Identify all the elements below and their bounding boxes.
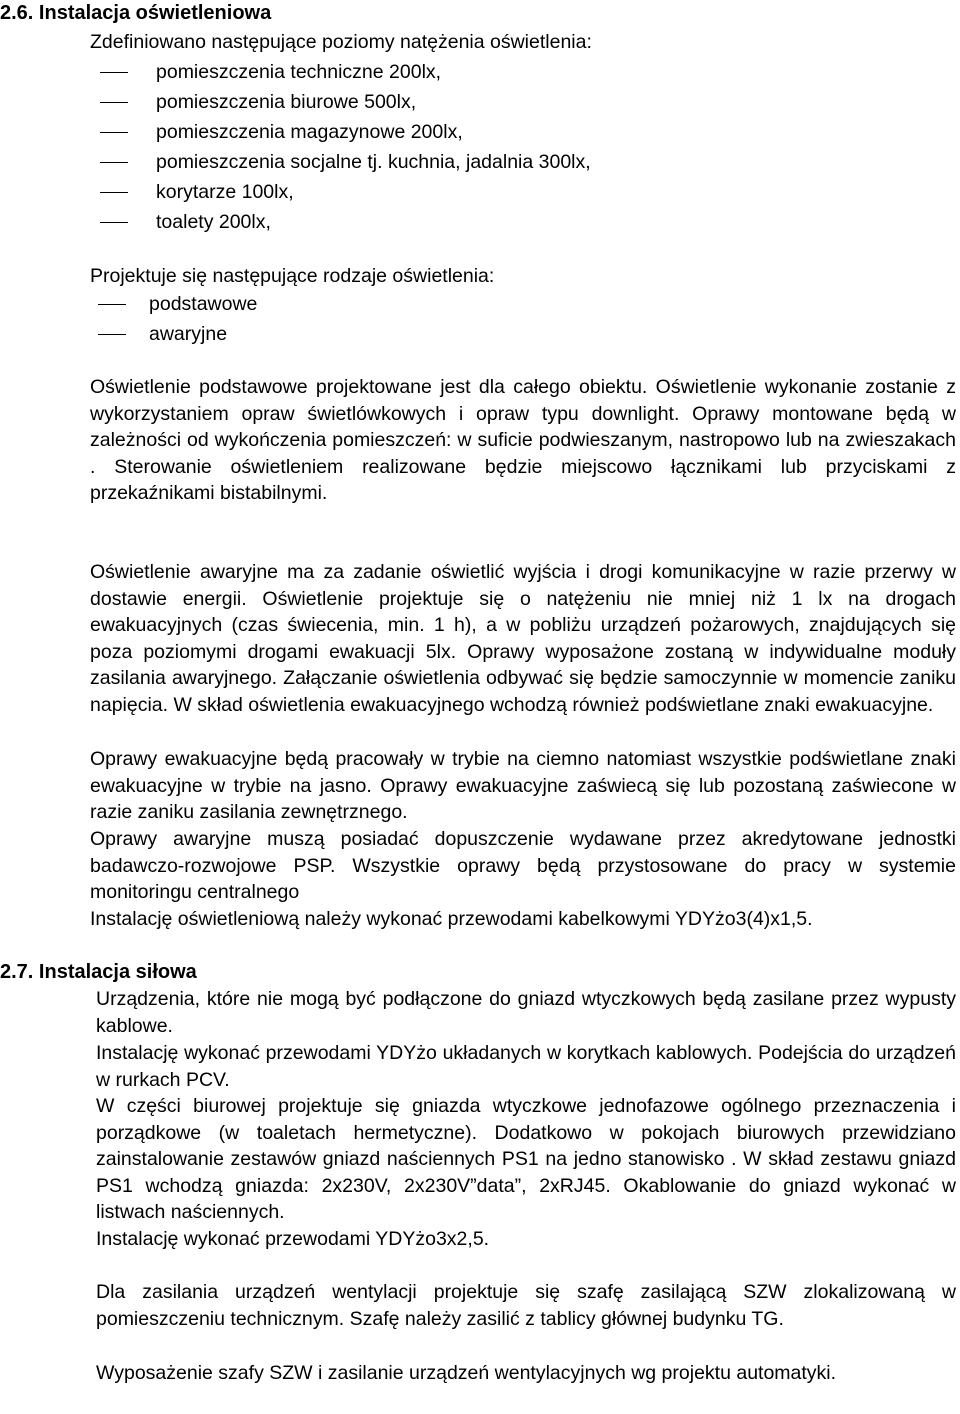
paragraph-basic-lighting: Oświetlenie podstawowe projektowane jest dla całego obiektu. Oświetlenie wykonanie zostanie z wykorzystaniem opraw świetlówkowych i opraw typu downlight. Oprawy montowane będą w zależności od wykończenia pomieszczeń: w suficie podwieszanym, nastropowo lub na zwieszakach . Sterowanie oświetleniem realizowane będzie miejscowo łącznikami lub przyciskami z przekaźnikami bistabilnymi. — [90, 376, 956, 504]
levels-intro: Zdefiniowano następujące poziomy natężenia oświetlenia: — [90, 31, 592, 53]
paragraph-ydy-3x2-5: Instalację wykonać przewodami YDYżo3x2,5. — [96, 1228, 490, 1250]
dash-bullet-icon — [98, 304, 126, 305]
dash-bullet-icon — [100, 102, 128, 103]
dash-bullet-icon — [100, 222, 128, 223]
paragraph-szw-equipment: Wyposażenie szafy SZW i zasilanie urządzeń wentylacyjnych wg projektu automatyki. — [96, 1362, 837, 1384]
paragraph-ydy-installation: Instalację wykonać przewodami YDYżo układanych w korytkach kablowych. Podejścia do urządzeń w rurkach PCV. — [96, 1042, 956, 1091]
list-item: podstawowe — [90, 289, 956, 319]
dash-bullet-icon — [100, 162, 128, 163]
section-heading-2-6: 2.6. Instalacja oświetleniowa — [0, 2, 272, 24]
list-item: pomieszczenia socjalne tj. kuchnia, jadalnia 300lx, — [90, 147, 956, 177]
dash-bullet-icon — [100, 72, 128, 73]
section-heading-2-7: 2.7. Instalacja siłowa — [0, 961, 197, 983]
paragraph-lighting-cables: Instalację oświetleniową należy wykonać przewodami kabelkowymi YDYżo3(4)x1,5. — [90, 908, 813, 930]
list-item: korytarze 100lx, — [90, 177, 956, 207]
paragraph-cable-outlets: Urządzenia, które nie mogą być podłączone do gniazd wtyczkowych będą zasilane przez wypusty kablowe. — [96, 988, 956, 1037]
dash-bullet-icon — [100, 132, 128, 133]
paragraph-office-sockets: W części biurowej projektuje się gniazda wtyczkowe jednofazowe ogólnego przeznaczenia i porządkowe (w toaletach hermetyczne). Dodatkowo w pokojach biurowych przewidziano zainstalowanie zestawów gniazd naściennych PS1 na jedno stanowisko . W skład zestawu gniazd PS1 wchodzą gniazda: 2x230V, 2x230V”data”, 2xRJ45. Okablowanie do gniazd wykonać w listwach naściennych. — [96, 1095, 956, 1223]
paragraph-evacuation-fixtures: Oprawy ewakuacyjne będą pracowały w trybie na ciemno natomiast wszystkie podświetlane znaki ewakuacyjne w trybie na jasno. Oprawy ewakuacyjne zaświecą się lub pozostaną zaświecone w razie zaniku zasilania zewnętrznego. — [90, 748, 956, 823]
list-item: pomieszczenia techniczne 200lx, — [90, 57, 956, 87]
dash-bullet-icon — [98, 334, 126, 335]
list-item: pomieszczenia magazynowe 200lx, — [90, 117, 956, 147]
types-intro: Projektuje się następujące rodzaje oświetlenia: — [90, 265, 495, 287]
list-item: toalety 200lx, — [90, 207, 956, 237]
paragraph-szw-cabinet: Dla zasilania urządzeń wentylacji projektuje się szafę zasilającą SZW zlokalizowaną w pomieszczeniu technicznym. Szafę należy zasilić z tablicy głównej budynku TG. — [96, 1281, 956, 1330]
list-item: awaryjne — [90, 319, 956, 349]
dash-bullet-icon — [100, 192, 128, 193]
paragraph-emergency-lighting: Oświetlenie awaryjne ma za zadanie oświetlić wyjścia i drogi komunikacyjne w razie przerwy w dostawie energii. Oświetlenie projektuje się o natężeniu nie mniej niż 1 lx na drogach ewakuacyjnych (czas świecenia, min. 1 h), a w pobliżu urządzeń pożarowych, znajdujących się poza poziomymi drogami ewakuacji 5lx. Oprawy wyposażone zostaną w indywidualne moduły zasilania awaryjnego. Załączanie oświetlenia odbywać się będzie samoczynnie w momencie zaniku napięcia. W skład oświetlenia ewakuacyjnego wchodzą również podświetlane znaki ewakuacyjne. — [90, 561, 956, 716]
list-item: pomieszczenia biurowe 500lx, — [90, 87, 956, 117]
lighting-types-list — [90, 289, 956, 349]
illumination-levels-list — [90, 57, 956, 237]
paragraph-psp-approval: Oprawy awaryjne muszą posiadać dopuszczenie wydawane przez akredytowane jednostki badawczo-rozwojowe PSP. Wszystkie oprawy będą przystosowane do pracy w systemie monitoringu centralnego — [90, 828, 956, 903]
